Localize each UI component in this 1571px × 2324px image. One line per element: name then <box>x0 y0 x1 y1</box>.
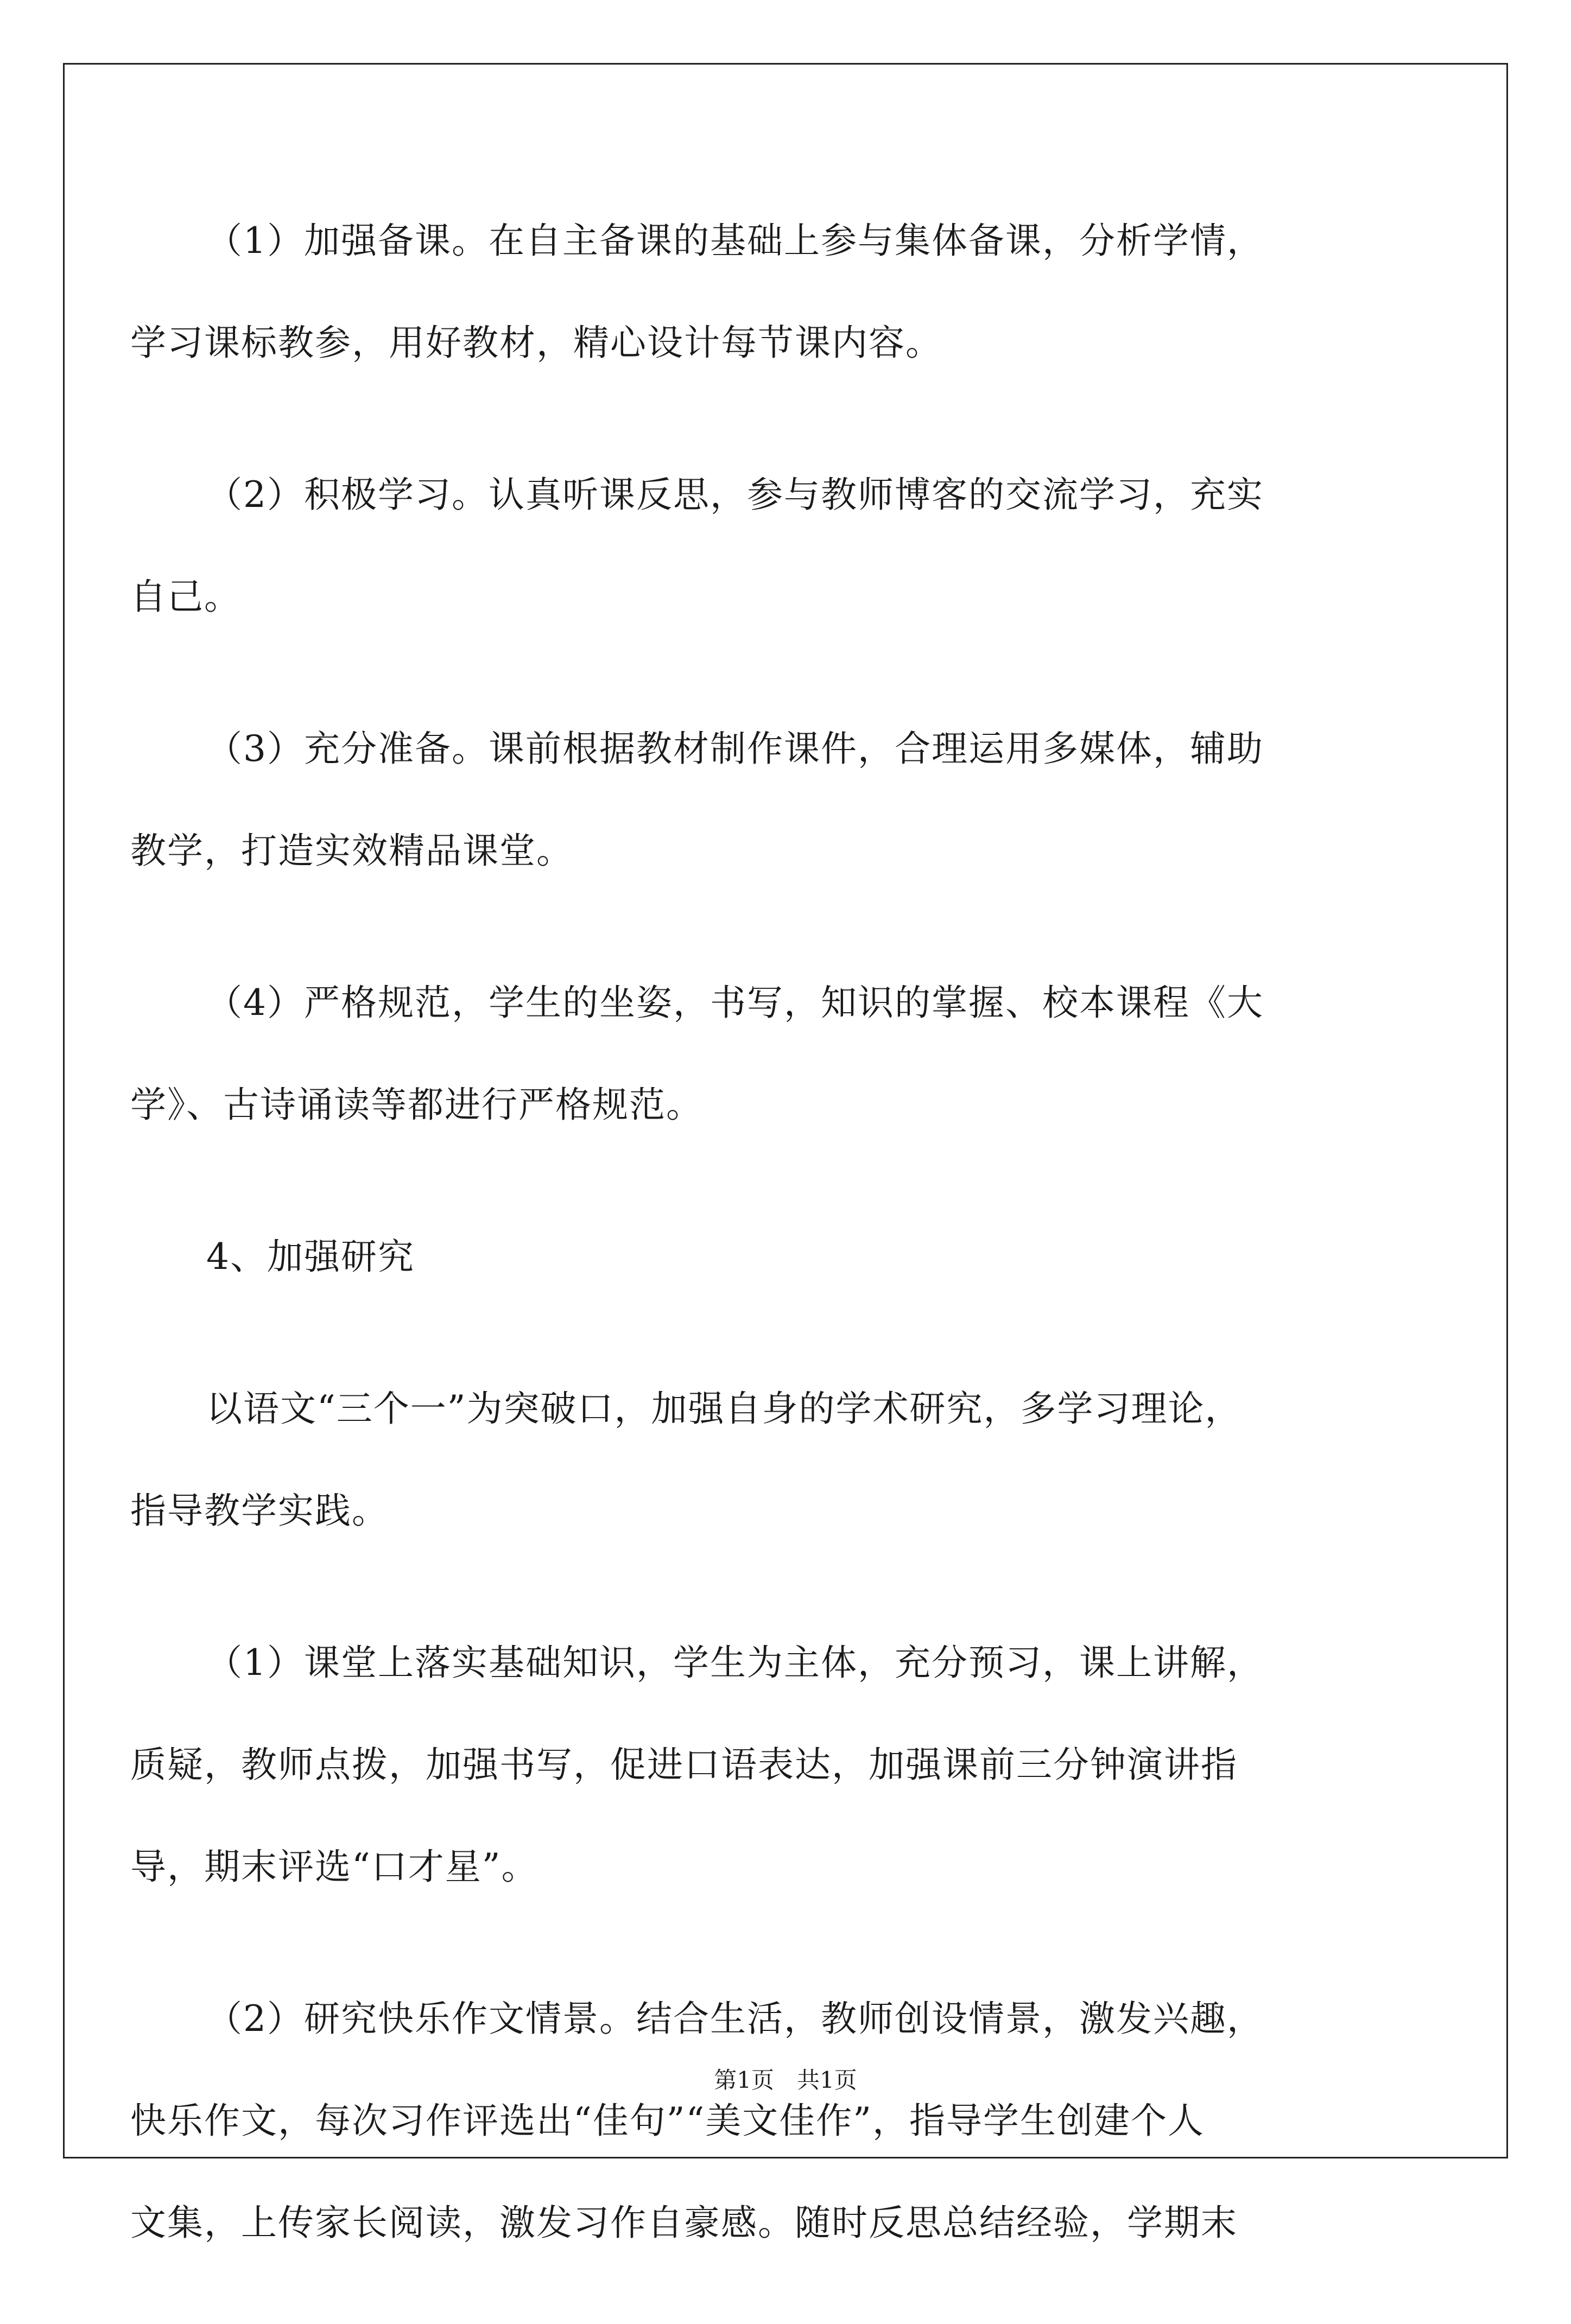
text-line: 学习课标教参，用好教材，精心设计每节课内容。 <box>130 322 942 364</box>
text-line: 文集，上传家长阅读，激发习作自豪感。随时反思总结经验，学期末 <box>130 2202 1238 2244</box>
paragraph-strict-standards <box>130 952 1441 1156</box>
text-line: （3）充分准备。课前根据教材制作课件，合理运用多媒体，辅助 <box>206 728 1264 770</box>
text-line: 指导教学实践。 <box>130 1490 389 1532</box>
text-line: 质疑，教师点拨，加强书写，促进口语表达，加强课前三分钟演讲指 <box>130 1744 1238 1786</box>
section-heading: 4、加强研究 <box>206 1236 415 1278</box>
text-line: （4）严格规范，学生的坐姿，书写，知识的掌握、校本课程《大 <box>206 982 1264 1024</box>
paragraph-research-intro <box>130 1358 1441 1562</box>
text-line: 以语文“三个一”为突破口，加强自身的学术研究，多学习理论， <box>206 1388 1242 1430</box>
text-line: （2）积极学习。认真听课反思，参与教师博客的交流学习，充实 <box>206 474 1264 516</box>
page-number-footer: 第1页 共1页 <box>714 2067 857 2093</box>
paragraph-full-preparation <box>130 698 1441 902</box>
text-line: 教学，打造实效精品课堂。 <box>130 830 573 872</box>
text-line: （1）课堂上落实基础知识，学生为主体，充分预习，课上讲解， <box>206 1642 1264 1684</box>
text-line: 自己。 <box>130 576 241 618</box>
paragraph-active-learning <box>130 444 1441 648</box>
paragraph-lesson-preparation <box>130 190 1441 394</box>
text-line: 学》、古诗诵读等都进行严格规范。 <box>130 1084 703 1126</box>
text-line: 导，期末评选“口才星”。 <box>130 1846 539 1888</box>
paragraph-happy-writing <box>130 1968 1441 2274</box>
text-line: （2）研究快乐作文情景。结合生活，教师创设情景，激发兴趣， <box>206 1998 1264 2040</box>
text-line: （1）加强备课。在自主备课的基础上参与集体备课，分析学情， <box>206 220 1264 262</box>
text-line: 快乐作文，每次习作评选出“佳句”“美文佳作”，指导学生创建个人 <box>130 2100 1205 2142</box>
document-body <box>130 190 1441 2324</box>
paragraph-classroom-basics <box>130 1612 1441 1918</box>
